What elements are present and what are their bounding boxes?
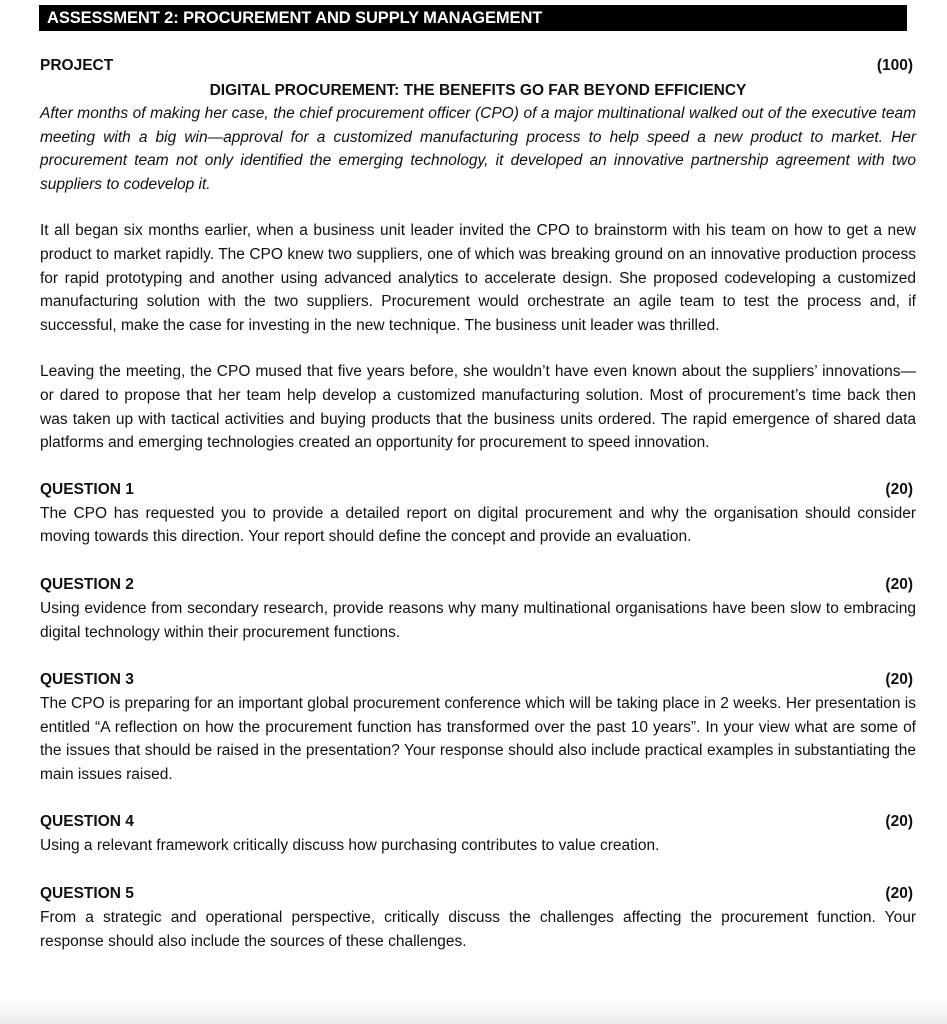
- question-marks: (20): [885, 813, 913, 831]
- question-text: The CPO has requested you to provide a detailed report on digital procurement and why the organisation should consider moving towards this direction. Your report should define the concept and provide an evaluation.: [40, 504, 916, 546]
- question-label: QUESTION 5: [40, 885, 134, 903]
- question-text: Using a relevant framework critically discuss how purchasing contributes to value creation.: [40, 837, 660, 855]
- project-subtitle: DIGITAL PROCUREMENT: THE BENEFITS GO FAR BEYOND EFFICIENCY: [209, 82, 747, 99]
- question-header: [40, 882, 916, 906]
- project-header: [40, 54, 916, 78]
- question-header: [40, 810, 916, 834]
- question-text: The CPO is preparing for an important global procurement conference which will be taking place in 2 weeks. Her presentation is entitled “A reflection on how the procurement function has transformed over the past 10 years”. In your view what are some of the issues that should be raised in the presentation? Your response should also include practical examples in substantiating the main issues raised.: [40, 695, 916, 783]
- page-bottom-shade: [0, 998, 947, 1024]
- case-paragraph-1: It all began six months earlier, when a business unit leader invited the CPO to brainstorm with his team on how to get a new product to market rapidly. The CPO knew two suppliers, one of which was breaking ground on an innovative production process for rapid prototyping and another using advanced analytics to accelerate design. She proposed codeveloping a customized manufacturing solution with the two suppliers. Procurement would orchestrate an agile team to test the process and, if successful, make the case for investing in the new technique. The business unit leader was thrilled.: [40, 222, 916, 334]
- question-label: QUESTION 2: [40, 575, 134, 593]
- case-paragraph-2: Leaving the meeting, the CPO mused that five years before, she wouldn’t have even known about the suppliers’ innovations—or dared to propose that her team help develop a customized manufacturing solution. Most of procurement’s time back then was taken up with tactical activities and buying products that the business units ordered. The rapid emergence of shared data platforms and emerging technologies created an opportunity for procurement to speed innovation.: [40, 363, 916, 452]
- question-2: [40, 573, 916, 644]
- question-label: QUESTION 1: [40, 480, 134, 498]
- question-marks: (20): [885, 885, 913, 903]
- assessment-title: ASSESSMENT 2: PROCUREMENT AND SUPPLY MANAGEMENT: [39, 5, 907, 31]
- project-marks: (100): [876, 57, 913, 74]
- question-text: Using evidence from secondary research, provide reasons why many multinational organisations have been slow to embracing digital technology within their procurement functions.: [40, 599, 916, 641]
- question-marks: (20): [885, 480, 913, 498]
- question-label: QUESTION 3: [40, 671, 134, 689]
- question-marks: (20): [885, 575, 913, 593]
- question-1: [40, 478, 916, 549]
- question-text: From a strategic and operational perspective, critically discuss the challenges affecting the procurement function. Your response should also include the sources of these challenges.: [40, 909, 916, 950]
- question-label: QUESTION 4: [40, 813, 134, 831]
- question-5: [40, 882, 916, 953]
- question-marks: (20): [885, 671, 913, 689]
- question-header: [40, 573, 916, 597]
- intro-paragraph: After months of making her case, the chief procurement officer (CPO) of a major multinational walked out of the executive team meeting with a big win—approval for a customized manufacturing process to help speed a new product to market. Her procurement team not only identified the emerging technology, it developed an innovative partnership agreement with two suppliers to codevelop it.: [40, 105, 916, 193]
- project-label: PROJECT: [40, 57, 114, 74]
- document-body: [40, 54, 916, 977]
- question-4: [40, 810, 916, 858]
- question-header: [40, 668, 916, 692]
- question-3: [40, 668, 916, 786]
- question-header: [40, 478, 916, 502]
